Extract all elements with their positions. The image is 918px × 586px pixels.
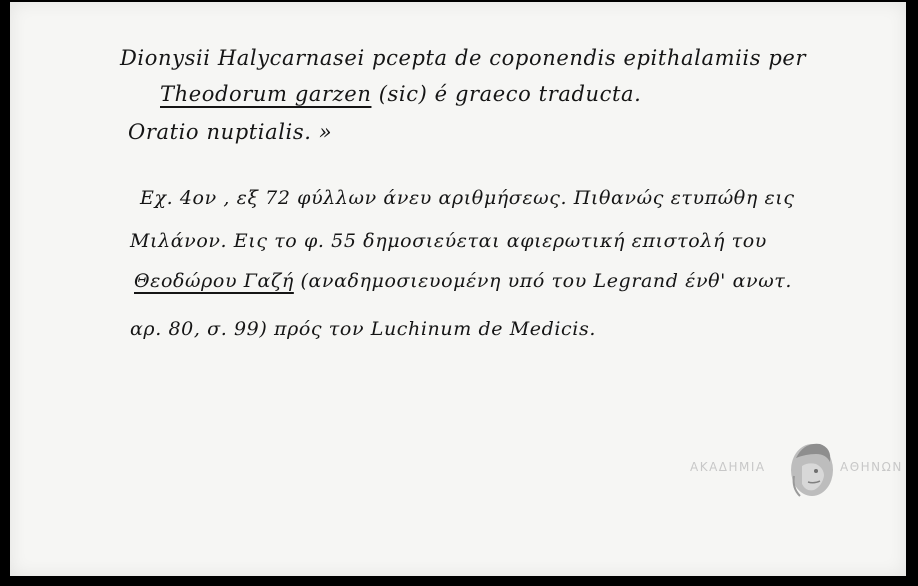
academy-watermark xyxy=(690,432,906,504)
text-line-3: Oratio nuptialis. » xyxy=(128,120,333,144)
text-line-2 xyxy=(160,82,641,106)
athena-head-emblem-icon xyxy=(786,436,838,500)
watermark-label-right: ΑΘΗΝΩΝ xyxy=(840,460,903,474)
underlined-name-theodorus: Theodorum garzen xyxy=(160,82,372,106)
underlined-name-theodorou-gazi: Θεοδώρου Γαζή xyxy=(134,270,294,292)
text-line-4: Εχ. 4ον , εξ 72 φύλλων άνευ αριθμήσεως. Πιθανώς ετυπώθη εις xyxy=(140,187,795,209)
text-line-6-rest: (αναδημοσιευομένη υπό του Legrand ένθ' ανωτ. xyxy=(293,270,793,292)
index-card xyxy=(10,2,906,576)
text-line-6 xyxy=(134,270,792,292)
watermark-label-left: ΑΚΑΔΗΜΙΑ xyxy=(690,460,766,474)
text-line-5: Μιλάνον. Εις το φ. 55 δημοσιεύεται αφιερωτική επιστολή του xyxy=(130,230,767,252)
text-line-7: αρ. 80, σ. 99) πρός τον Luchinum de Medicis. xyxy=(130,318,596,340)
text-line-2-rest: (sic) é graeco traducta. xyxy=(371,82,642,106)
text-line-1: Dionysii Halycarnasei pcepta de coponendis epithalamiis per xyxy=(120,46,807,70)
